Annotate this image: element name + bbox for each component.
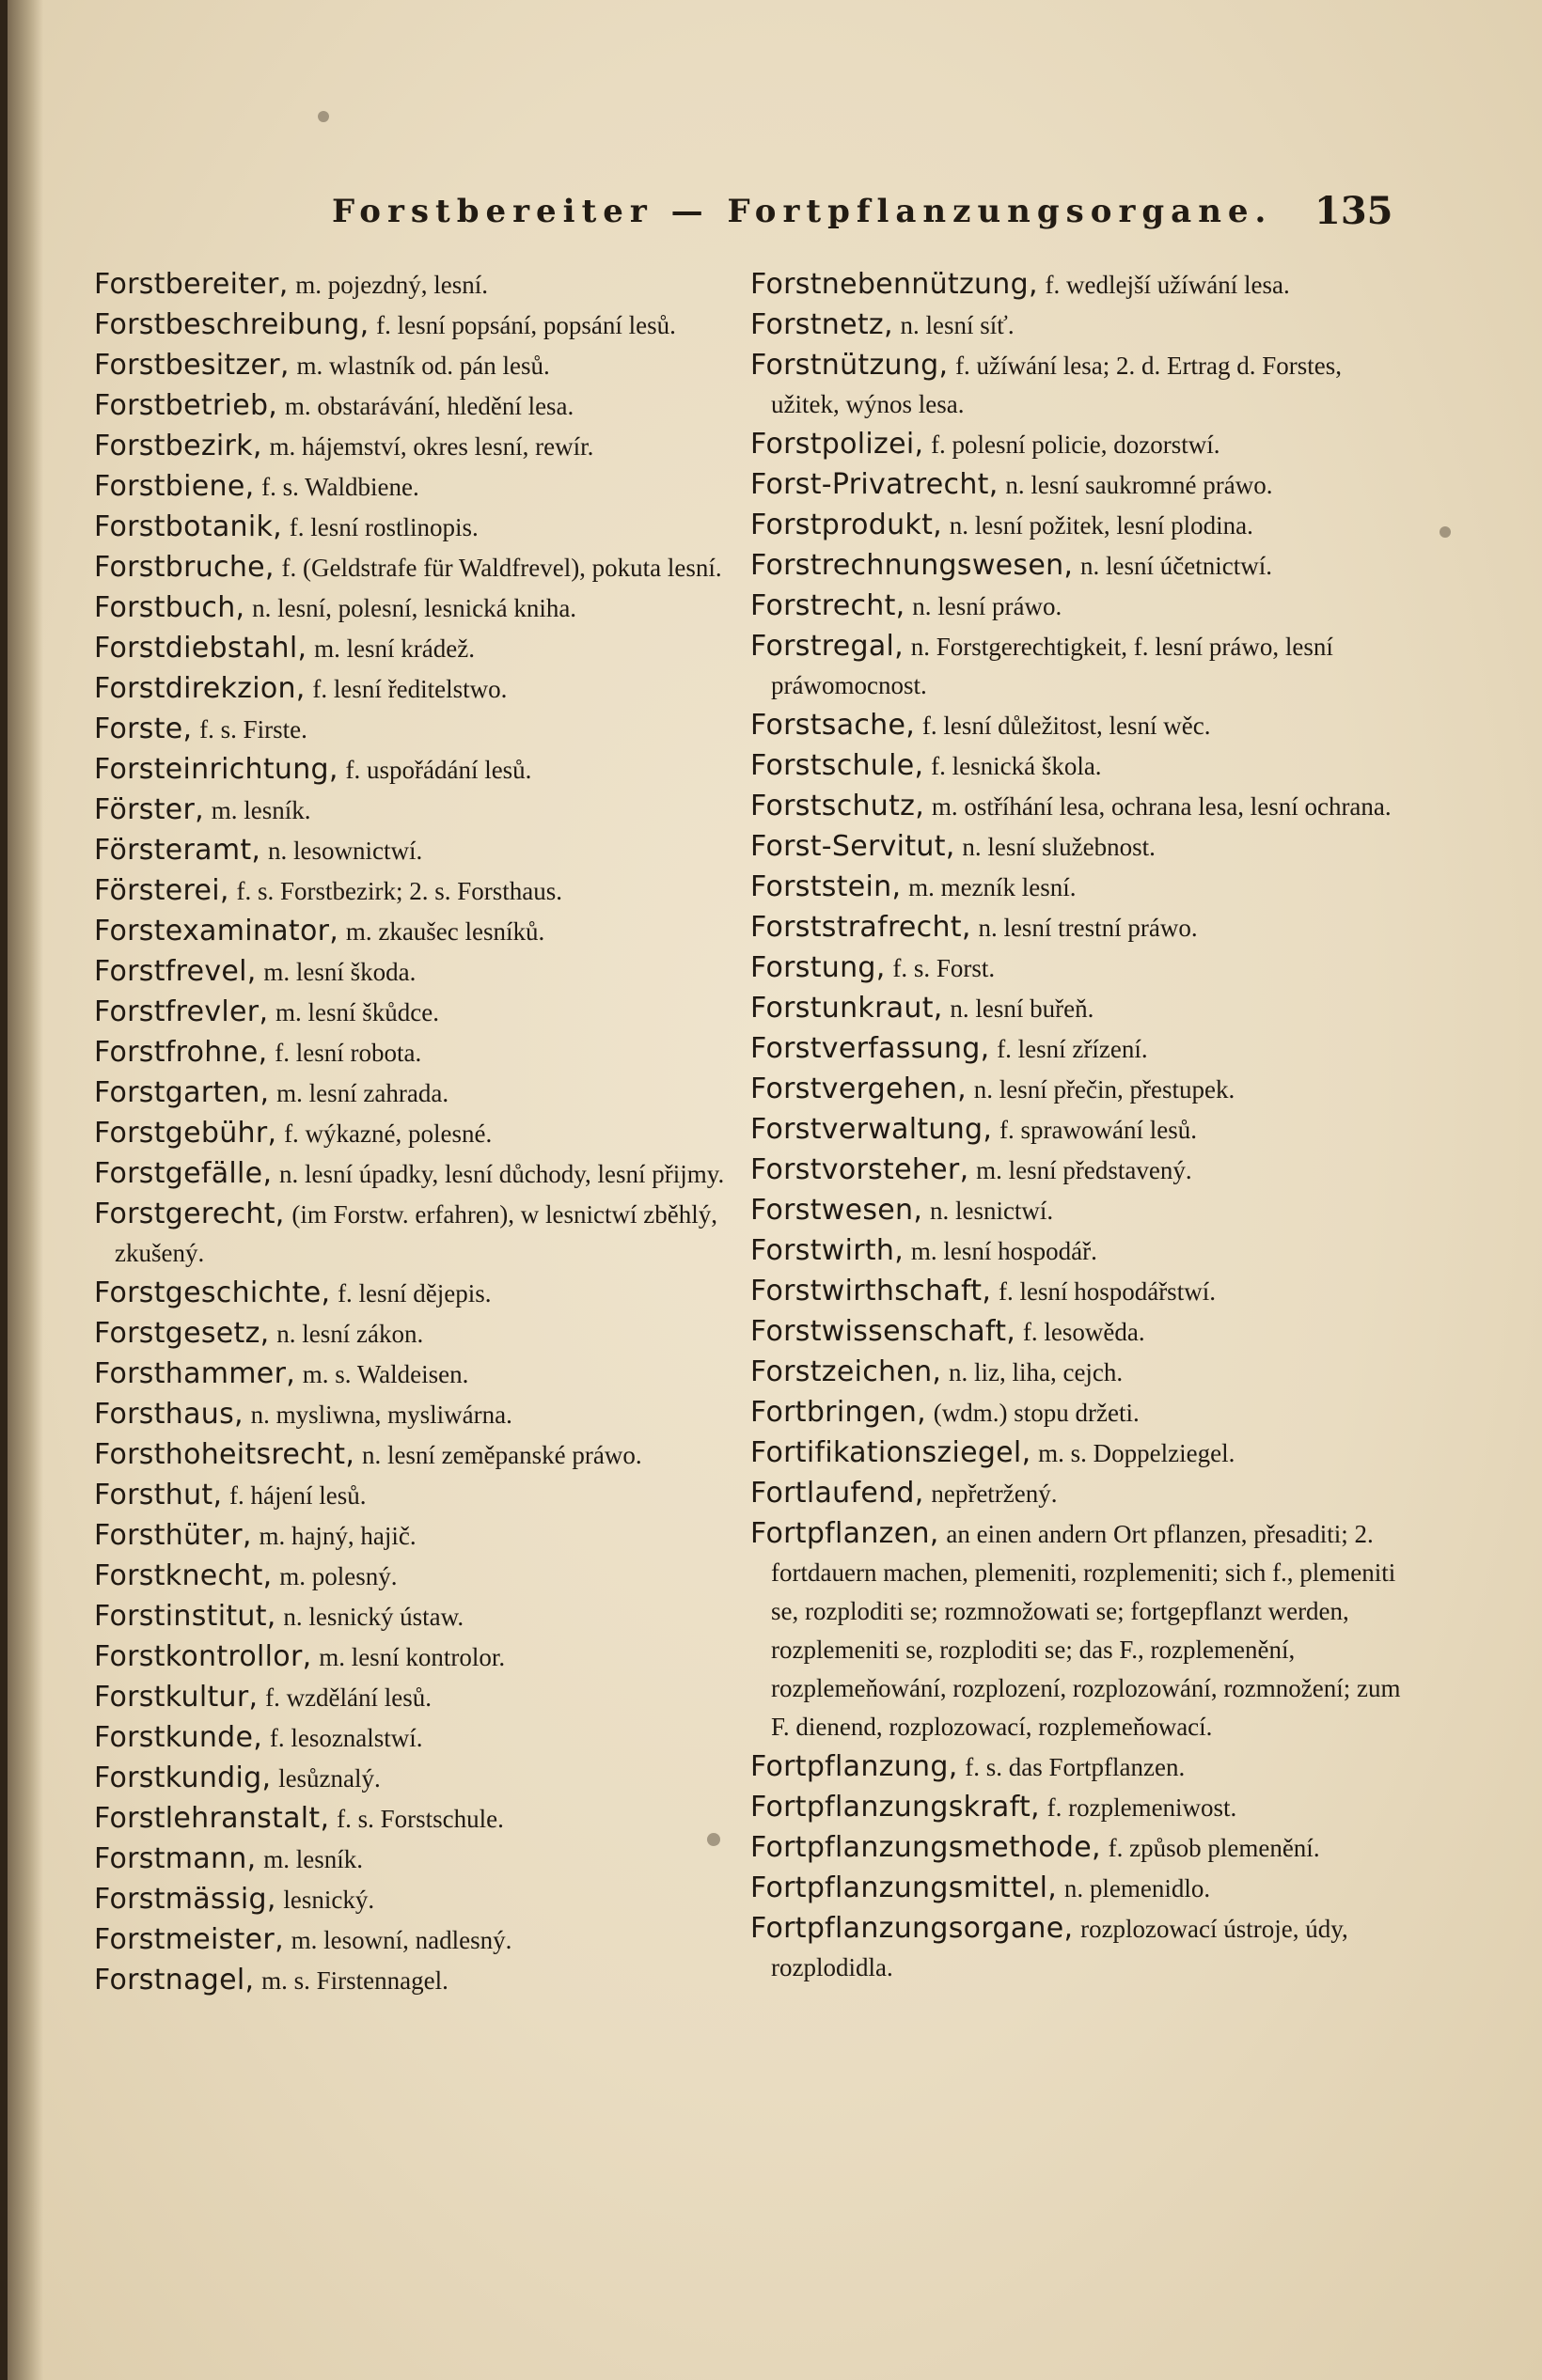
entry-headword: Forstbesitzer, <box>94 349 290 382</box>
entry-definition: m. obstarávání, hledění lesa. <box>284 392 574 420</box>
entry-headword: Forststein, <box>750 870 902 903</box>
entry-definition: m. pojezdný, lesní. <box>295 271 488 299</box>
dictionary-entry <box>94 1678 730 1716</box>
entry-definition: m. lesník. <box>263 1845 363 1873</box>
dictionary-entry <box>94 1114 730 1152</box>
entry-definition: m. hájemství, okres lesní, rewír. <box>269 432 594 461</box>
dictionary-entry <box>750 1788 1408 1826</box>
entry-headword: Forstpolizei, <box>750 428 924 461</box>
entry-headword: Forstbezirk, <box>94 430 262 462</box>
dictionary-entry <box>94 1395 730 1433</box>
dictionary-entry <box>94 952 730 991</box>
entry-headword: Forstbiene, <box>94 470 255 503</box>
dictionary-entry <box>750 587 1408 625</box>
entry-headword: Forstnützung, <box>750 349 949 382</box>
dictionary-entry <box>94 1354 730 1393</box>
entry-headword: Forstmeister, <box>94 1923 284 1956</box>
entry-headword: Forstsache, <box>750 709 916 742</box>
entry-definition: rozplozowací ústroje, údy, rozplodidla. <box>771 1915 1348 1981</box>
entry-definition: n. lesní účetnictwí. <box>1080 552 1272 580</box>
entry-headword: Forsthammer, <box>94 1357 296 1390</box>
entry-definition: f. s. Forstbezirk; 2. s. Forsthaus. <box>236 877 562 905</box>
entry-headword: Forsthoheitsrecht, <box>94 1438 355 1471</box>
dictionary-entry <box>750 948 1408 987</box>
entry-definition: n. lesní požitek, lesní plodina. <box>949 511 1253 540</box>
dictionary-entry <box>750 346 1408 423</box>
entry-headword: Forstkultur, <box>94 1681 259 1714</box>
dictionary-entry <box>750 1312 1408 1351</box>
entry-definition: m. lesní kontrolor. <box>319 1643 506 1671</box>
entry-definition: m. lesník. <box>211 796 311 824</box>
entry-definition: m. polesný. <box>279 1562 398 1590</box>
left-column <box>94 265 730 2001</box>
entry-headword: Forstlehranstalt, <box>94 1802 330 1835</box>
entry-headword: Forstwissenschaft, <box>750 1315 1016 1348</box>
dictionary-entry <box>94 427 730 465</box>
entry-definition: f. polesní policie, dozorstwí. <box>931 431 1220 459</box>
ink-spot <box>318 111 329 122</box>
entry-headword: Forstwirthschaft, <box>750 1275 992 1307</box>
dictionary-entry <box>94 588 730 627</box>
entry-definition: f. lesowěda. <box>1022 1318 1145 1346</box>
entry-headword: Forstbetrieb, <box>94 389 278 422</box>
entry-headword: Förster, <box>94 793 204 826</box>
dictionary-entry <box>94 1154 730 1193</box>
entry-headword: Forstfrevler, <box>94 995 269 1028</box>
entry-headword: Forstbotanik, <box>94 510 282 543</box>
entry-headword: Forstnetz, <box>750 308 893 341</box>
dictionary-entry <box>94 1880 730 1918</box>
entry-definition: f. lesní důležitost, lesní wěc. <box>921 712 1211 740</box>
dictionary-entry <box>94 791 730 829</box>
entry-definition: m. lesní škůdce. <box>275 998 440 1026</box>
entry-headword: Forstkundig, <box>94 1762 272 1794</box>
dictionary-entry <box>94 386 730 425</box>
dictionary-entry <box>94 1435 730 1474</box>
entry-definition: m. lesní hospodář. <box>910 1237 1097 1265</box>
entry-headword: Forsthaus, <box>94 1398 244 1431</box>
dictionary-entry <box>750 1474 1408 1512</box>
dictionary-entry <box>94 346 730 384</box>
entry-headword: Forstrecht, <box>750 589 905 622</box>
dictionary-entry <box>94 1073 730 1112</box>
entry-headword: Forstunkraut, <box>750 992 943 1025</box>
dictionary-entry <box>94 912 730 950</box>
entry-headword: Forstbeschreibung, <box>94 308 370 341</box>
entry-headword: Forstzeichen, <box>750 1355 942 1388</box>
entry-definition: f. sprawowání lesů. <box>999 1116 1197 1144</box>
entry-definition: n. lesní zeměpanské práwo. <box>361 1441 642 1469</box>
entry-headword: Forstwirth, <box>750 1234 905 1267</box>
entry-definition: m. lesní škoda. <box>263 958 417 986</box>
page-number: 135 <box>1314 189 1393 233</box>
entry-definition: f. užíwání lesa; 2. d. Ertrag d. Forstes, užitek, wýnos lesa. <box>771 352 1342 418</box>
entry-definition: f. s. Forst. <box>892 954 996 982</box>
entry-definition: f. s. Waldbiene. <box>261 473 419 501</box>
entry-headword: Forstverfassung, <box>750 1032 990 1065</box>
entry-definition: n. lesní buřeň. <box>950 994 1094 1023</box>
entry-definition: m. mezník lesní. <box>908 873 1077 901</box>
entry-headword: Forstwesen, <box>750 1194 923 1227</box>
dictionary-entry <box>750 989 1408 1027</box>
entry-headword: Forsthüter, <box>94 1519 252 1552</box>
entry-headword: Forstvergehen, <box>750 1073 968 1105</box>
entry-headword: Forst-Servitut, <box>750 830 955 863</box>
entry-definition: n. lesní, polesní, lesnická kniha. <box>252 594 577 622</box>
entry-definition: m. lesní krádež. <box>314 634 476 663</box>
page-header <box>8 189 1542 249</box>
dictionary-entry <box>750 546 1408 585</box>
entry-definition: f. hájení lesů. <box>229 1481 367 1510</box>
dictionary-entry <box>94 548 730 587</box>
dictionary-entry <box>94 1033 730 1072</box>
dictionary-page <box>8 0 1542 2380</box>
entry-headword: Forstmässig, <box>94 1883 276 1916</box>
entry-definition: n. lesnický ústaw. <box>283 1603 464 1631</box>
dictionary-entry <box>94 1637 730 1676</box>
entry-headword: Forststrafrecht, <box>750 911 971 944</box>
entry-headword: Fortpflanzen, <box>750 1517 939 1550</box>
entry-definition: m. lesowní, nadlesný. <box>291 1926 512 1954</box>
entry-headword: Forstregal, <box>750 630 904 663</box>
entry-definition: n. lesní zákon. <box>276 1320 424 1348</box>
entry-definition: m. hajný, hajič. <box>259 1522 417 1550</box>
entry-definition: m. zkaušec lesníků. <box>345 917 545 946</box>
entry-definition: n. lesní služebnost. <box>962 833 1156 861</box>
entry-headword: Fortpflanzungsmethode, <box>750 1831 1101 1864</box>
entry-headword: Forstexaminator, <box>94 915 339 947</box>
dictionary-entry <box>94 1557 730 1595</box>
entry-headword: Forstverwaltung, <box>750 1113 993 1146</box>
entry-definition: n. lesní síť. <box>900 311 1015 339</box>
entry-headword: Forstbuch, <box>94 591 245 624</box>
entry-headword: Forstrechnungswesen, <box>750 549 1074 582</box>
entry-headword: Forstnagel, <box>94 1964 255 1996</box>
dictionary-entry <box>750 1433 1408 1472</box>
dictionary-entry <box>750 465 1408 504</box>
entry-definition: nepřetržený. <box>931 1480 1058 1508</box>
entry-definition: f. s. das Fortpflanzen. <box>965 1753 1186 1781</box>
entry-headword: Försteramt, <box>94 834 261 867</box>
entry-definition: m. s. Waldeisen. <box>302 1360 469 1388</box>
dictionary-entry <box>750 506 1408 544</box>
entry-definition: f. rozplemeniwost. <box>1046 1793 1237 1822</box>
entry-headword: Fortpflanzungsmittel, <box>750 1871 1058 1904</box>
dictionary-entry <box>750 1828 1408 1867</box>
dictionary-entry <box>750 627 1408 704</box>
entry-headword: Forstgesetz, <box>94 1317 270 1350</box>
entry-definition: (wdm.) stopu držeti. <box>933 1399 1140 1427</box>
dictionary-entry <box>750 868 1408 906</box>
entry-headword: Forstbruche, <box>94 551 275 584</box>
entry-definition: f. lesoznalstwí. <box>269 1724 423 1752</box>
dictionary-entry <box>94 750 730 789</box>
entry-definition: f. lesní zřízení. <box>997 1035 1148 1063</box>
dictionary-entry <box>750 425 1408 463</box>
entry-definition: m. wlastník od. pán lesů. <box>296 352 550 380</box>
entry-headword: Forstfrohne, <box>94 1036 268 1069</box>
book-spine-shadow <box>8 0 43 2380</box>
entry-definition: n. liz, liha, cejch. <box>948 1358 1124 1386</box>
entry-definition: n. lesní trestní práwo. <box>978 914 1198 942</box>
entry-definition: n. mysliwna, mysliwárna. <box>250 1401 512 1429</box>
entry-headword: Forsteinrichtung, <box>94 753 338 786</box>
entry-definition: (im Forstw. erfahren), w lesnictwí zběhlý, zkušený. <box>115 1200 717 1267</box>
entry-definition: f. lesní robota. <box>275 1039 422 1067</box>
entry-definition: f. lesnická škola. <box>931 752 1102 780</box>
entry-headword: Fortpflanzung, <box>750 1750 958 1783</box>
entry-headword: Forstinstitut, <box>94 1600 276 1633</box>
entry-headword: Forstschutz, <box>750 790 925 822</box>
entry-headword: Forstbereiter, <box>94 268 289 301</box>
entry-headword: Forstgebühr, <box>94 1117 277 1150</box>
entry-headword: Forstgarten, <box>94 1076 270 1109</box>
dictionary-entry <box>94 467 730 506</box>
entry-definition: an einen andern Ort pflanzen, přesaditi; 2. fortdauern machen, plemeniti, rozplemeniti; sich f., plemeniti se, rozploditi se; rozmnožowati se; fortgepflanzt werden, rozplemeniti se, rozploditi se; das F., rozplemenění, rozplemeňowání, rozplození, rozplozowání, rozmnožení; zum F. dienend, rozplozowací, rozplemeňowací. <box>771 1520 1401 1741</box>
right-column <box>750 265 1408 1988</box>
dictionary-entry <box>94 1840 730 1878</box>
dictionary-entry <box>94 1961 730 1999</box>
entry-definition: f. wýkazné, polesné. <box>284 1120 493 1148</box>
entry-headword: Forstfrevel, <box>94 955 257 988</box>
dictionary-entry <box>94 1195 730 1272</box>
entry-definition: n. lesownictwí. <box>268 837 423 865</box>
dictionary-entry <box>750 305 1408 344</box>
entry-definition: f. lesní popsání, popsání lesů. <box>376 311 676 339</box>
dictionary-entry <box>94 1274 730 1312</box>
entry-definition: n. lesní práwo. <box>912 592 1062 620</box>
dictionary-entry <box>94 265 730 304</box>
entry-definition: m. s. Firstennagel. <box>261 1966 448 1995</box>
dictionary-entry <box>750 1231 1408 1270</box>
entry-headword: Forstschule, <box>750 749 924 782</box>
dictionary-entry <box>94 669 730 708</box>
dictionary-entry <box>94 993 730 1031</box>
dictionary-entry <box>750 1353 1408 1391</box>
entry-headword: Forst-Privatrecht, <box>750 468 999 501</box>
dictionary-entry <box>94 1799 730 1838</box>
dictionary-entry <box>94 305 730 344</box>
dictionary-entry <box>750 1514 1408 1746</box>
entry-definition: n. lesní přečin, přestupek. <box>973 1075 1235 1104</box>
dictionary-entry <box>750 1869 1408 1907</box>
dictionary-entry <box>750 1110 1408 1149</box>
dictionary-entry <box>750 1393 1408 1432</box>
dictionary-entry <box>94 1759 730 1797</box>
entry-definition: lesůznalý. <box>278 1764 381 1793</box>
running-head: Forstbereiter — Fortpflanzungsorgane. <box>332 193 1273 230</box>
entry-headword: Fortifikationsziegel, <box>750 1436 1031 1469</box>
entry-headword: Forstgefälle, <box>94 1157 273 1190</box>
dictionary-entry <box>94 629 730 667</box>
entry-definition: f. s. Forstschule. <box>337 1805 504 1833</box>
dictionary-entry <box>750 787 1408 825</box>
entry-definition: f. s. Firste. <box>199 715 307 744</box>
entry-definition: n. lesnictwí. <box>929 1197 1054 1225</box>
ink-spot <box>1440 526 1451 538</box>
entry-definition: n. plemenidlo. <box>1063 1874 1211 1902</box>
entry-headword: Fortpflanzungskraft, <box>750 1791 1040 1824</box>
dictionary-entry <box>94 1718 730 1757</box>
dictionary-entry <box>750 265 1408 304</box>
entry-headword: Forstgerecht, <box>94 1198 285 1230</box>
entry-headword: Forstkontrollor, <box>94 1640 312 1673</box>
entry-headword: Fortlaufend, <box>750 1477 924 1510</box>
entry-definition: f. uspořádání lesů. <box>345 756 532 784</box>
entry-headword: Forstdiebstahl, <box>94 632 307 665</box>
dictionary-entry <box>750 706 1408 744</box>
dictionary-entry <box>94 871 730 910</box>
entry-headword: Försterei, <box>94 874 229 907</box>
dictionary-entry <box>94 1597 730 1636</box>
entry-definition: n. Forstgerechtigkeit, f. lesní práwo, lesní práwomocnost. <box>771 633 1333 699</box>
dictionary-entry <box>94 1314 730 1353</box>
dictionary-entry <box>750 1272 1408 1310</box>
entry-definition: f. lesní hospodářstwí. <box>998 1277 1216 1306</box>
entry-definition: f. lesní ředitelstwo. <box>312 675 508 703</box>
entry-definition: f. způsob plemenění. <box>1108 1834 1320 1862</box>
dictionary-entry <box>94 1920 730 1959</box>
dictionary-entry <box>750 1070 1408 1108</box>
dictionary-entry <box>94 710 730 748</box>
entry-headword: Forstdirekzion, <box>94 672 306 705</box>
entry-headword: Forste, <box>94 712 193 745</box>
entry-headword: Forstvorsteher, <box>750 1153 969 1186</box>
dictionary-entry <box>750 1909 1408 1986</box>
dictionary-entry <box>94 831 730 869</box>
entry-definition: f. lesní rostlinopis. <box>289 513 479 541</box>
dictionary-entry <box>750 1151 1408 1189</box>
dictionary-entry <box>94 1516 730 1555</box>
entry-headword: Forstmann, <box>94 1842 257 1875</box>
entry-definition: f. (Geldstrafe für Waldfrevel), pokuta lesní. <box>281 554 722 582</box>
entry-definition: m. lesní zahrada. <box>276 1079 449 1107</box>
entry-headword: Forstprodukt, <box>750 509 942 541</box>
entry-definition: n. lesní úpadky, lesní důchody, lesní přijmy. <box>279 1160 725 1188</box>
entry-definition: lesnický. <box>283 1886 375 1914</box>
dictionary-entry <box>750 1191 1408 1229</box>
dictionary-entry <box>750 1747 1408 1786</box>
entry-definition: m. ostříhání lesa, ochrana lesa, lesní ochrana. <box>931 792 1392 821</box>
entry-definition: f. lesní dějepis. <box>338 1279 492 1307</box>
entry-headword: Forstgeschichte, <box>94 1276 331 1309</box>
dictionary-entry <box>750 827 1408 866</box>
entry-definition: n. lesní saukromné práwo. <box>1005 471 1273 499</box>
entry-definition: f. wedlejší užíwání lesa. <box>1045 271 1290 299</box>
entry-definition: m. s. Doppelziegel. <box>1038 1439 1235 1467</box>
dictionary-entry <box>94 1476 730 1514</box>
dictionary-entry <box>94 508 730 546</box>
entry-definition: m. lesní představený. <box>976 1156 1192 1184</box>
entry-headword: Forstung, <box>750 951 886 984</box>
entry-headword: Forstkunde, <box>94 1721 263 1754</box>
entry-headword: Fortpflanzungsorgane, <box>750 1912 1074 1945</box>
entry-headword: Forstnebennützung, <box>750 268 1038 301</box>
entry-headword: Forstknecht, <box>94 1559 273 1592</box>
dictionary-entry <box>750 1029 1408 1068</box>
dictionary-entry <box>750 908 1408 947</box>
ink-spot <box>707 1833 720 1846</box>
entry-headword: Forsthut, <box>94 1479 223 1511</box>
entry-headword: Fortbringen, <box>750 1396 927 1429</box>
entry-definition: f. wzdělání lesů. <box>265 1683 433 1712</box>
dictionary-entry <box>750 746 1408 785</box>
